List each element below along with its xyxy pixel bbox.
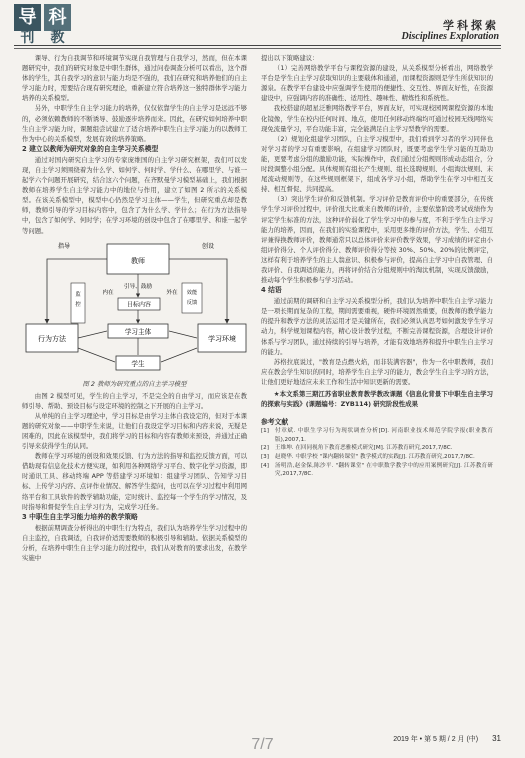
- guide-encourage-label: 引导、鼓励: [124, 283, 152, 290]
- page-number: 31: [492, 734, 501, 743]
- section-title-cn: 学科探索: [443, 19, 499, 32]
- section-heading: 4 结语: [261, 286, 282, 295]
- section-heading: 2 建立以教师为研究对象的自主学习关系模型: [22, 144, 159, 153]
- reference-item: [3] 赵晓华. 中职学校 "课内翻转课堂" 教学模式的实践[J]. 江苏教育研究,2017,7/8C.: [261, 454, 475, 461]
- figure-2-diagram: [22, 238, 247, 378]
- paragraph: 另外，中职学生自主学习能力的培养，仅仅依靠学生的自主学习是远远不够的，必须依赖教师的不断诱导、鼓励逐步培养而来。因此，在研究如何培养中职生自主学习能力时，课题组尝试建立了适合培养中职生自主学习能力的以教师工作为中心的关系模型，发展有效的培养策略。: [22, 104, 247, 143]
- reference-item: [4] 汤明浩,赵金保,陈沙平. "翻转课堂" 在中职数学教学中的应用案例研究[J]. 江苏教育研究,2017,7/8C.: [261, 462, 493, 478]
- paragraph: 根据前期调查分析得出的中职生行为特点，我们认为培养学生学习过程中的自主监控，自我调适，自我评价适需要教师的积极引导和辅助。依据关系模型的分析，在培养中职生自主学习能力的过程中，我们从对教育的要求出发，在教学实施中: [22, 523, 247, 562]
- environment-label: 学习环境: [208, 334, 236, 343]
- funding-note: ★本文系第三期江苏省职业教育教学教改课题《信息化背景下中职生自主学习的探索与实践》(课题编号：ZYB114) 研究阶段性成果: [261, 390, 493, 409]
- header-divider-thin: [14, 48, 501, 49]
- journal-logo: [14, 4, 74, 46]
- paragraph: （3）突出学生评价和反馈机制。学习评价是教育评价中的重要部分，在传统学生学习评价过程中，评价很大比重来自教师的评价，主要依靠阶段考试成绩作为评定学生标准的方法，这种评价弱化了学生学习中的参与度，不利于学生自主学习能力的培养，因而，在我们的实验课程中，采用更多维的评价方法，学生、小组互评兼得换教师评价，教师通常只以总体评价来评价教学效果，学习成绩的评定由小组评价得分、个人评价得分、教师评价得分等按 30%、50%、20%的比例评定，这样有利于培养学生的主人翁意识、积极参与评价，提高自主学习中自我管理、自我评价、自我调适的能力，再将评价结合分组规则中的淘汰机制，实现反馈激励，推动每个学生积极参与学习活动。: [261, 195, 493, 285]
- inner-label: 内在: [102, 289, 114, 296]
- efficacy-feedback-box: [182, 283, 202, 313]
- paragraph: 提出以下策略建议：: [261, 54, 319, 62]
- monitor-label-2: 控: [75, 301, 81, 308]
- teacher-label: 教师: [131, 256, 145, 265]
- svg-text:反馈: 反馈: [186, 299, 198, 306]
- create-label: 创设: [201, 242, 215, 250]
- logo-char-2: 科: [44, 4, 71, 31]
- svg-text:效能: 效能: [186, 289, 198, 296]
- references-title: 参考文献: [261, 418, 289, 427]
- diagram-svg: [22, 238, 247, 378]
- paragraph: 我校搭建的超星泛雅网络教学平台，界面友好，可实现校园网课程资源的本地化镜像，学生在校内任何时间、地点，使用任何移动终端均可通过校园无线网络实现免流量学习，平台功能丰富，完全能满足自主学习型教学的需要。: [261, 104, 493, 133]
- section-heading: 3 中职生自主学习能力培养的教学策略: [22, 512, 138, 521]
- reference-item: [2] 王维坤. 在回同视角下教育恶雅模式研究[M]. 江苏教育研究,2017,7/8C.: [261, 445, 453, 452]
- paragraph: （2）规划化组建学习团队，自主学习模型中，我们看到学习者的学习同伴也对学习者的学习有重要影响，在组建学习团队时，既要考虑学生学习能的互助功能，更要考虑分组的激励功能，实际操作中，我们通过分组规则形成动态组合，分时段调整小组分配。具体规则有组长产生规则、组长选聘规则、小组淘汰规则、末尾流动规则等，在这些规则框架下，组成各学习小组，帮助学生在学习中相互支持、相互督促、共同提高。: [261, 134, 493, 194]
- guide-label: 指导: [57, 242, 71, 250]
- paragraph: 从单纯的自主学习理论中，学习目标是由学习主体自我设定的，但对于本课题的研究对象——中职学生来说，让他们自我设定学习目标和内容来说，无疑是困难的，因此在该模型中，我们将学习的目标和内容有教师来预设，并通过正确引导来获得学生的认同。: [22, 411, 247, 451]
- paragraph: 通过前期的调研和自主学习关系模型分析，我们认为培养中职生自主学习能力是一项长期而复杂的工程，期间需要重视，硬件环境固然重要，但教师的教学能力的提升和教学方法的灵活运用才是关键所在，我们必须认真思考如何激发学生学习动力，科学规划课程内容，精心设计教学过程，不断完善课程资源，合理设计评价体系与学习团队，通过持续的引导与培养，才能有效地培养和提升中职生自主学习的能力。: [261, 297, 493, 356]
- monitor-label-1: 监: [75, 291, 81, 298]
- goal-content-label: 目标内容: [126, 301, 152, 309]
- outer-label: 外在: [166, 289, 178, 296]
- method-label: 行为方法: [38, 334, 66, 343]
- viewer-page-indicator: 7/7: [251, 736, 274, 753]
- paragraph: 教师在学习环境的创设和效果反馈、行为方法的指导和监控反馈方面，可以借助现有信息化技术方便实现，如利用各种网络学习平台、数字化学习资源，即时通讯工具、移动终端 APP 等搭建学习环境如：组建学习团队、告知学习目标、上传学习内容、点评作业情况、解答学生提问，也可以在学习过程中利用网络平台和工具软件的教学辅助功能，定时统计、监控每一个学生的学习情况，及时指导和督促学生自主学习行为，完成学习任务。: [22, 452, 247, 511]
- reference-item: [1] 付章斌. 中职生学习行为现状调查分析[D]. 河南职业技术师范学院学报(职业教育版),2007,1.: [261, 428, 493, 443]
- section-title-en: Disciplines Exploration: [401, 31, 499, 42]
- references-list: [261, 427, 493, 479]
- logo-char-4: 教: [50, 30, 65, 46]
- logo-char-3: 刊: [20, 30, 35, 46]
- logo-char-1: 导: [14, 4, 41, 31]
- header-divider: [14, 45, 501, 46]
- left-column: [22, 53, 247, 563]
- issue-info: 2019 年 • 第 5 期 / 2 月 (中): [393, 736, 479, 743]
- paragraph: 由图 2 模型可见，学生的自主学习，不是完全的自由学习，而应该是在教师引导、帮助、预设目标与设定环境的控制之下开展的自主学习。: [22, 391, 247, 410]
- paragraph: 通过对国内研究自主学习的专家庞维国的自主学习研究框架，我们可以发现，自主学习须围绕着为什么学、如何学、何时学、学什么、在哪里学、与谁一起学六个问题开展研究，结合这六个问题，在齐默曼学习模型基础上，我们根据教师在培养学生自主学习能力中的地位与作用，建立了如图 2 所示的关系模型。在该关系模型中，模型中心仍然是学习主体——学生，但研究重点却是教师，教师引导的学习目标内容中，包含了为什么学、学什么；在行为方法指导中，包含了如何学、何时学；在学习环境的创设中包含了在哪里学、和谁一起学等问题。: [22, 155, 247, 235]
- student-label: 学生: [131, 359, 145, 368]
- paragraph: 苏格拉底说过，"教育是点燃火焰，而非装满容器"，作为一名中职教师，我们应在教会学生知识的同时，培养学生自主学习的能力，教会学生自主学习的方法，让他们更好地适应未来工作和生活中知识更新的需要。: [261, 357, 493, 386]
- learner-label: 学习主体: [124, 327, 152, 336]
- paragraph: （1）完善网络教学平台与课程资源的建设，从关系模型分析看出，网络教学平台是学生自主学习获取知识的主要载体和通道，而课程资源则是学生所获知识的源泉。在教学平台建设中应强调学生使用的便捷性、交互性、界面友好性，在资源建设中，应强调内容的准确性、适用性、趣味性、精炼性和系统性。: [261, 64, 493, 103]
- figure-caption: 图 2 教师为研究重点的自主学习模型: [82, 379, 187, 388]
- right-column: [261, 53, 493, 479]
- paragraph: 课导、行为自我调节和环境调节实现自我管理与自我学习，然而，但在本课题研究中，我们的研究对象是中职生群体，通过问卷调查分析可以看出，这个群体的学生，其自我学习的意识与能力均是不强的，我们在研究和培养他们的自主学习能力时，需要结合现有研究理论，重新建立符合培养这一独特群体学习能力培养的关系模型。: [22, 54, 247, 103]
